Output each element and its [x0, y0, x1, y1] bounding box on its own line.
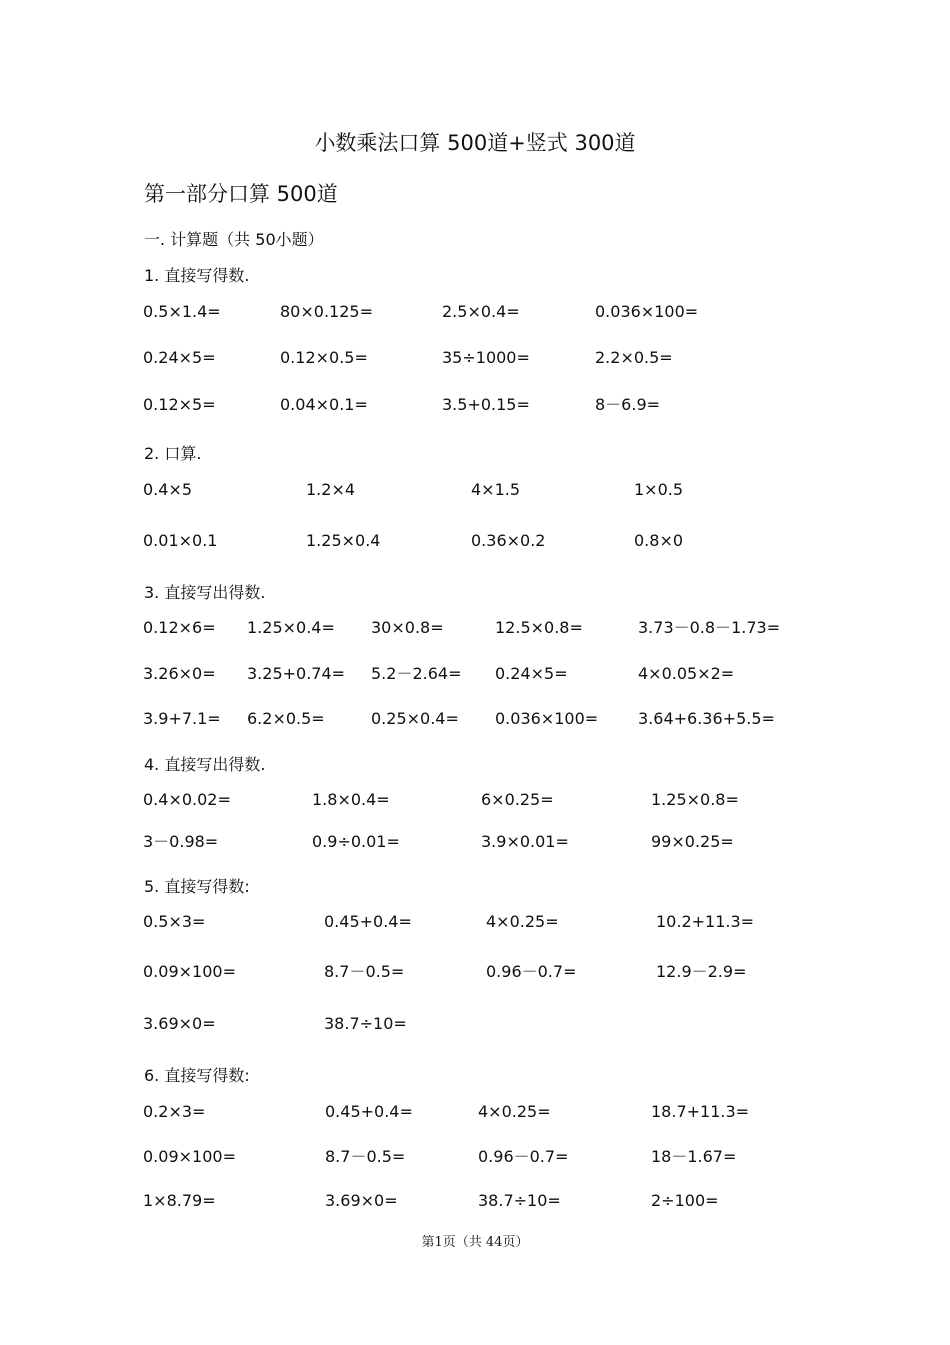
math-expression: 0.96－0.7= — [486, 962, 577, 981]
part-title: 第一部分口算 500道 — [144, 182, 338, 206]
math-expression: 3.9×0.01= — [481, 832, 569, 851]
problem-label: 2. 口算. — [144, 444, 202, 463]
math-expression: 12.9－2.9= — [656, 962, 747, 981]
problem-row — [0, 393, 950, 417]
problem-row — [0, 1189, 950, 1213]
document-title: 小数乘法口算 500道+竖式 300道 — [314, 131, 636, 155]
problem-row — [0, 662, 950, 686]
math-expression: 38.7÷10= — [324, 1014, 407, 1033]
math-expression: 3.25+0.74= — [247, 664, 346, 683]
math-expression: 0.96－0.7= — [478, 1147, 569, 1166]
math-expression: 2.2×0.5= — [595, 348, 673, 367]
math-expression: 0.01×0.1 — [143, 531, 218, 550]
math-expression: 3.69×0= — [325, 1191, 398, 1210]
math-expression: 0.36×0.2 — [471, 531, 546, 550]
math-expression: 0.4×5 — [143, 480, 193, 499]
math-expression: 4×1.5 — [471, 480, 521, 499]
math-expression: 0.036×100= — [495, 709, 599, 728]
math-expression: 18－1.67= — [651, 1147, 737, 1166]
math-expression: 6×0.25= — [481, 790, 554, 809]
math-expression: 0.036×100= — [595, 302, 699, 321]
math-expression: 0.24×5= — [143, 348, 216, 367]
math-expression: 1.8×0.4= — [312, 790, 390, 809]
math-expression: 0.25×0.4= — [371, 709, 459, 728]
math-expression: 18.7+11.3= — [651, 1102, 750, 1121]
math-expression: 80×0.125= — [280, 302, 373, 321]
problem-row — [0, 529, 950, 553]
math-expression: 4×0.05×2= — [638, 664, 735, 683]
section-title: 一. 计算题（共 50小题） — [144, 230, 324, 249]
math-expression: 0.5×1.4= — [143, 302, 221, 321]
math-expression: 0.45+0.4= — [325, 1102, 413, 1121]
problem-row — [0, 1100, 950, 1124]
math-expression: 8－6.9= — [595, 395, 661, 414]
problem-row — [0, 1012, 950, 1036]
math-expression: 0.09×100= — [143, 962, 236, 981]
problem-label: 1. 直接写得数. — [144, 266, 250, 285]
problem-row — [0, 616, 950, 640]
math-expression: 38.7÷10= — [478, 1191, 561, 1210]
math-expression: 3.9+7.1= — [143, 709, 221, 728]
problem-label: 6. 直接写得数: — [144, 1066, 250, 1085]
math-expression: 5.2－2.64= — [371, 664, 462, 683]
math-expression: 12.5×0.8= — [495, 618, 583, 637]
math-expression: 0.9÷0.01= — [312, 832, 400, 851]
problem-row — [0, 910, 950, 934]
math-expression: 1.2×4 — [306, 480, 356, 499]
math-expression: 1×8.79= — [143, 1191, 216, 1210]
problem-row — [0, 1145, 950, 1169]
problem-row — [0, 960, 950, 984]
problem-label: 5. 直接写得数: — [144, 877, 250, 896]
page-footer: 第1页（共 44页） — [421, 1235, 529, 1250]
problem-row — [0, 830, 950, 854]
math-expression: 1.25×0.4= — [247, 618, 335, 637]
problem-row — [0, 478, 950, 502]
math-expression: 0.09×100= — [143, 1147, 236, 1166]
math-expression: 30×0.8= — [371, 618, 444, 637]
math-expression: 0.5×3= — [143, 912, 206, 931]
math-expression: 4×0.25= — [486, 912, 559, 931]
math-expression: 35÷1000= — [442, 348, 530, 367]
problem-row — [0, 346, 950, 370]
problem-row — [0, 707, 950, 731]
math-expression: 0.24×5= — [495, 664, 568, 683]
math-expression: 99×0.25= — [651, 832, 734, 851]
math-expression: 1×0.5 — [634, 480, 684, 499]
math-expression: 8.7－0.5= — [325, 1147, 406, 1166]
math-expression: 3－0.98= — [143, 832, 219, 851]
math-expression: 0.12×0.5= — [280, 348, 368, 367]
problem-label: 3. 直接写出得数. — [144, 583, 266, 602]
problem-label: 4. 直接写出得数. — [144, 755, 266, 774]
math-expression: 0.12×6= — [143, 618, 216, 637]
math-expression: 3.69×0= — [143, 1014, 216, 1033]
math-expression: 1.25×0.4 — [306, 531, 381, 550]
math-expression: 3.73－0.8－1.73= — [638, 618, 781, 637]
math-expression: 0.04×0.1= — [280, 395, 368, 414]
math-expression: 6.2×0.5= — [247, 709, 325, 728]
math-expression: 1.25×0.8= — [651, 790, 739, 809]
math-expression: 10.2+11.3= — [656, 912, 755, 931]
math-expression: 2÷100= — [651, 1191, 719, 1210]
math-expression: 4×0.25= — [478, 1102, 551, 1121]
math-expression: 3.26×0= — [143, 664, 216, 683]
math-expression: 2.5×0.4= — [442, 302, 520, 321]
problem-row — [0, 300, 950, 324]
math-expression: 8.7－0.5= — [324, 962, 405, 981]
math-expression: 0.12×5= — [143, 395, 216, 414]
math-expression: 0.2×3= — [143, 1102, 206, 1121]
math-expression: 3.5+0.15= — [442, 395, 530, 414]
problem-row — [0, 788, 950, 812]
math-expression: 0.45+0.4= — [324, 912, 412, 931]
math-expression: 0.8×0 — [634, 531, 684, 550]
math-expression: 3.64+6.36+5.5= — [638, 709, 775, 728]
math-expression: 0.4×0.02= — [143, 790, 231, 809]
